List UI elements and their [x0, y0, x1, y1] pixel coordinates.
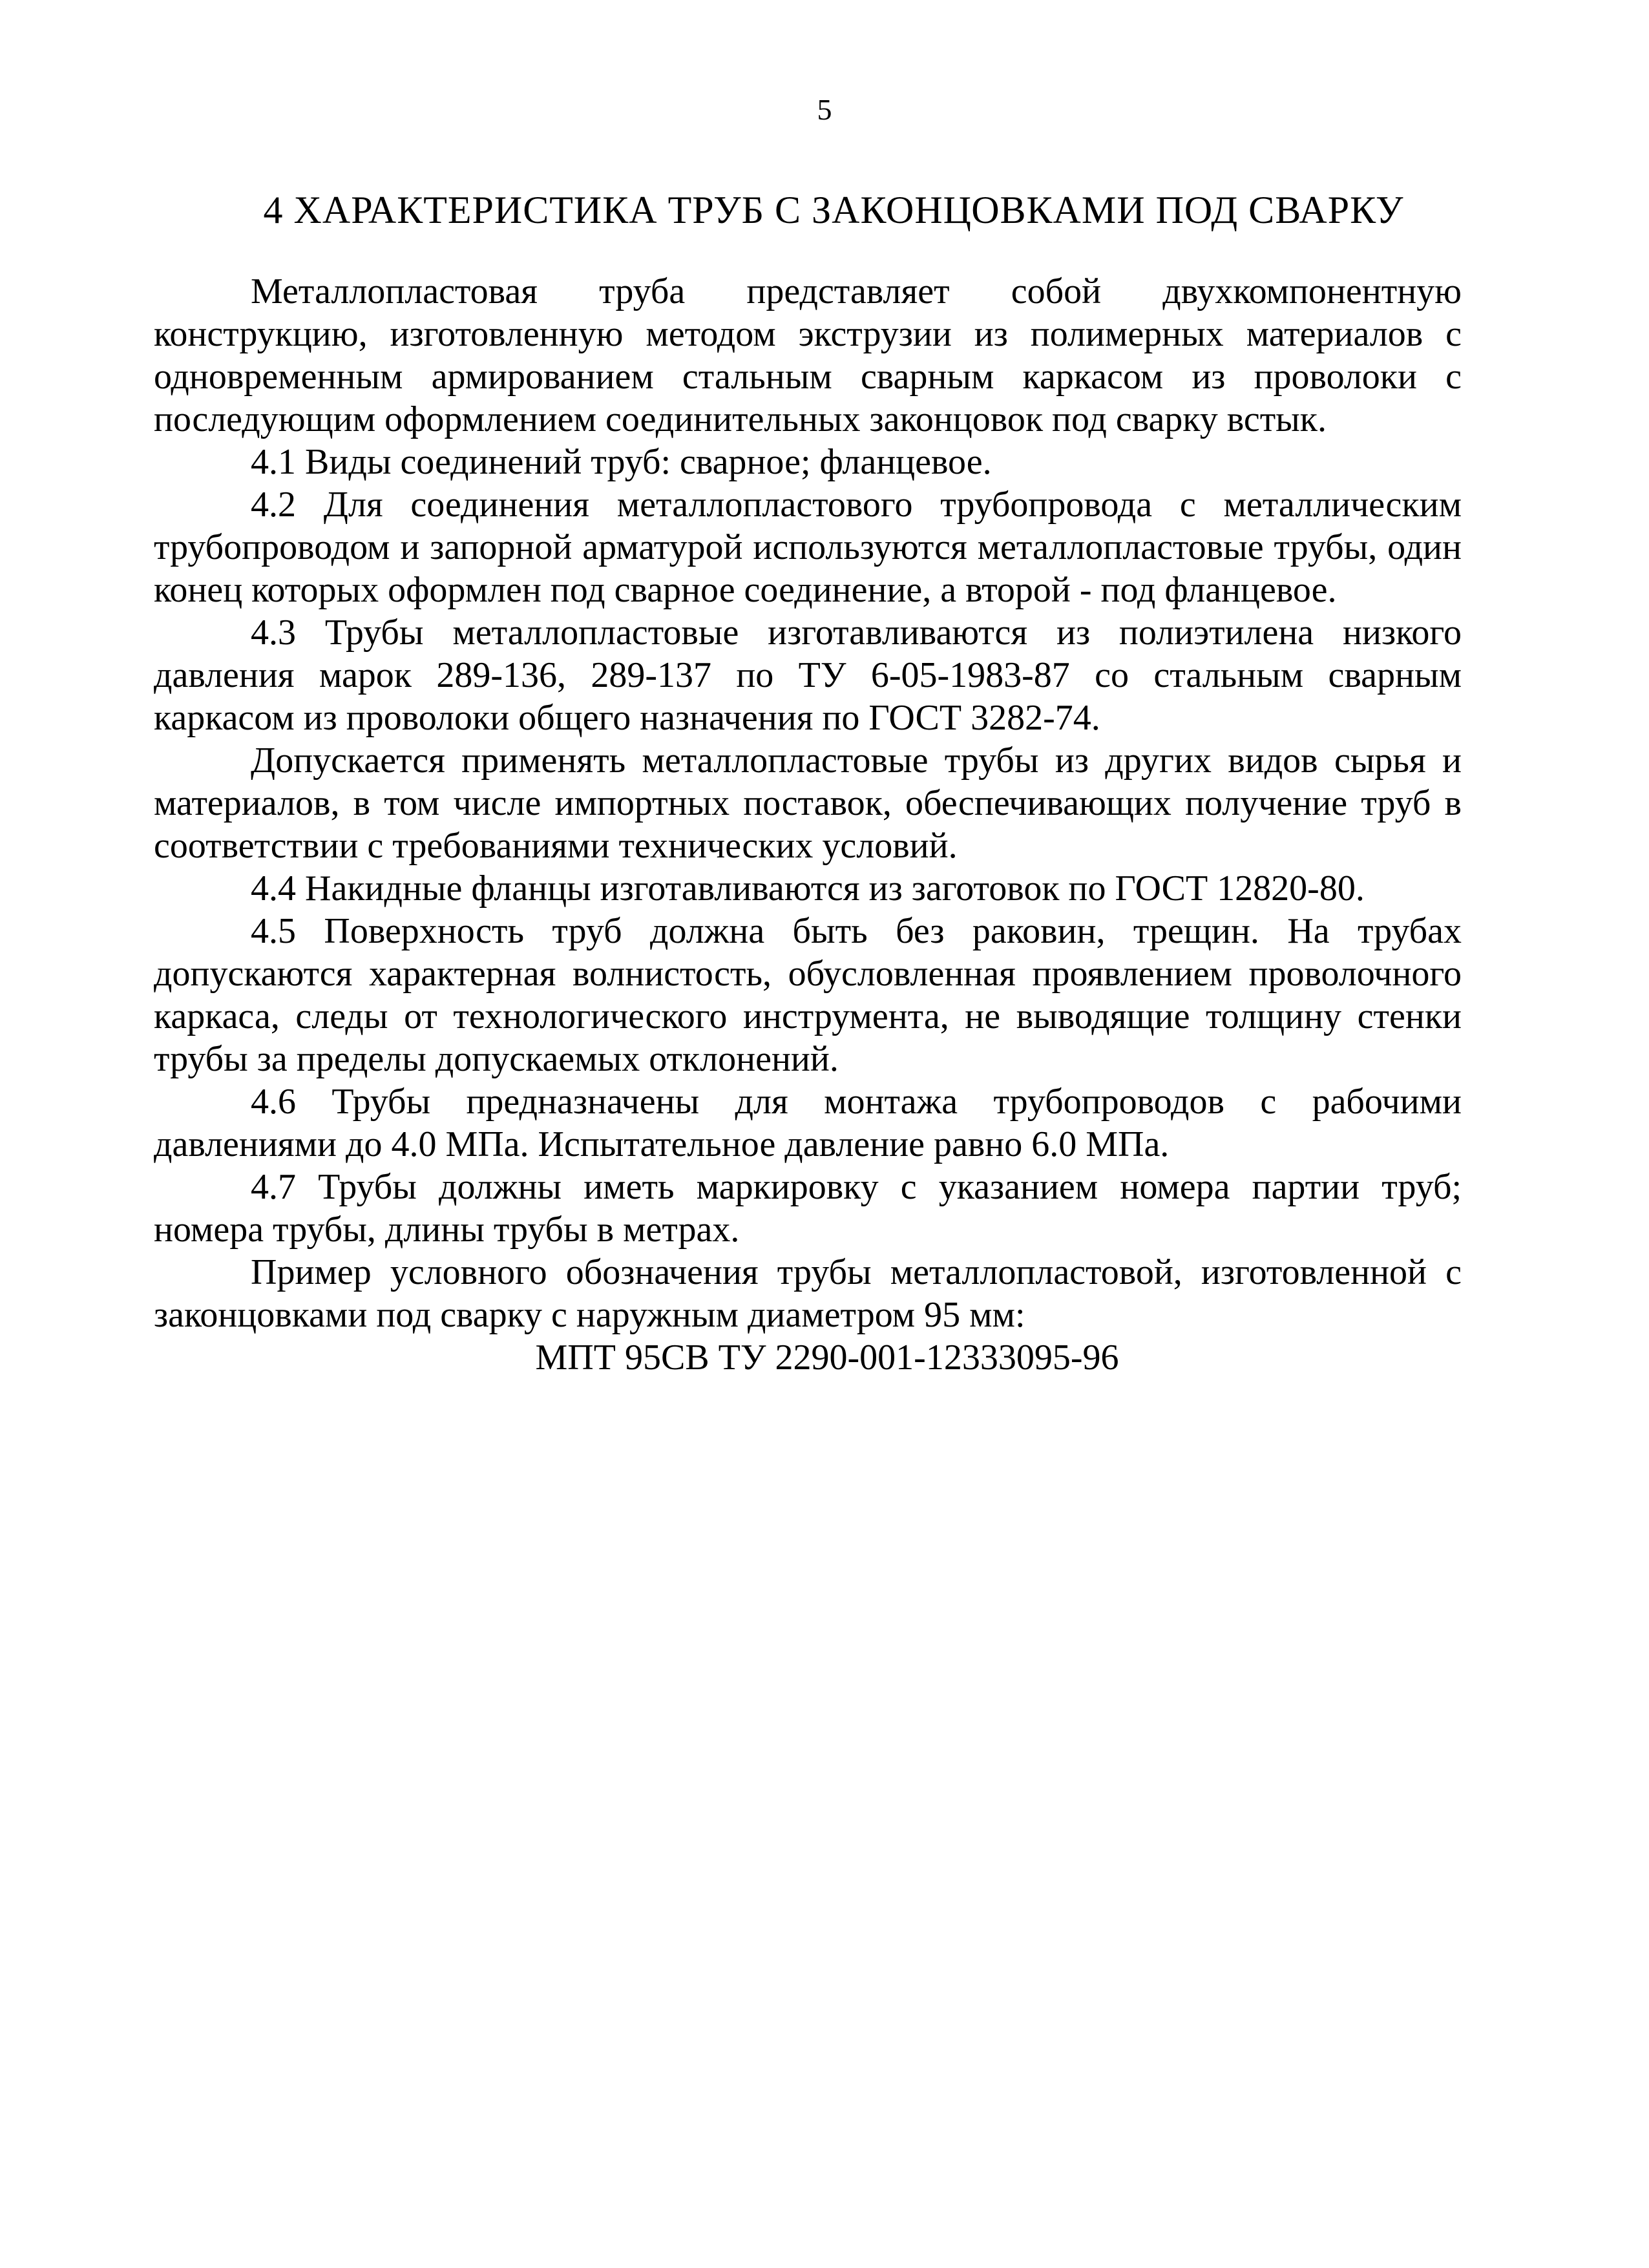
clause-4-3-note: Допускается применять металлопластовые трубы из других видов сырья и материалов, в том числе импортных поставок, обеспечивающих получение труб в соответствии с требованиями технических условий.	[154, 740, 1462, 866]
clause-4-5: 4.5 Поверхность труб должна быть без раковин, трещин. На трубах допускаются характерная волнистость, обусловленная проявлением проволочного каркаса, следы от технологического инструмента, не выводящие толщину стенки трубы за пределы допускаемых отклонений.	[154, 911, 1462, 1079]
designation-example-intro: Пример условного обозначения трубы металлопластовой, изготовленной с законцовками под сварку с наружным диаметром 95 мм:	[154, 1252, 1462, 1335]
clause-4-1: 4.1 Виды соединений труб: сварное; фланцевое.	[251, 442, 992, 482]
clause-4-6: 4.6 Трубы предназначены для монтажа трубопроводов с рабочими давлениями до 4.0 МПа. Испытательное давление равно 6.0 МПа.	[154, 1082, 1462, 1164]
page-number: 5	[817, 93, 832, 126]
clause-4-7: 4.7 Трубы должны иметь маркировку с указанием номера партии труб; номера трубы, длины трубы в метрах.	[154, 1167, 1462, 1250]
clause-4-3: 4.3 Трубы металлопластовые изготавливаются из полиэтилена низкого давления марок 289-136, 289-137 по ТУ 6-05-1983-87 со стальным сварным каркасом из проволоки общего назначения по ГОСТ 3282-74.	[154, 613, 1462, 738]
designation-example: МПТ 95СВ ТУ 2290-001-12333095-96	[535, 1338, 1119, 1378]
clause-4-4: 4.4 Накидные фланцы изготавливаются из заготовок по ГОСТ 12820-80.	[251, 868, 1365, 908]
body-text	[154, 270, 1462, 1379]
clause-4-2: 4.2 Для соединения металлопластового трубопровода с металлическим трубопроводом и запорной арматурой используются металлопластовые трубы, один конец которых оформлен под сварное соединение, а второй - под фланцевое.	[154, 485, 1462, 610]
section-heading: 4 ХАРАКТЕРИСТИКА ТРУБ С ЗАКОНЦОВКАМИ ПОД СВАРКУ	[263, 189, 1404, 231]
intro-paragraph: Металлопластовая труба представляет собой двухкомпонентную конструкцию, изготовленную методом экструзии из полимерных материалов с одновременным армированием стальным сварным каркасом из проволоки с последующим оформлением соединительных законцовок под сварку встык.	[154, 271, 1462, 439]
